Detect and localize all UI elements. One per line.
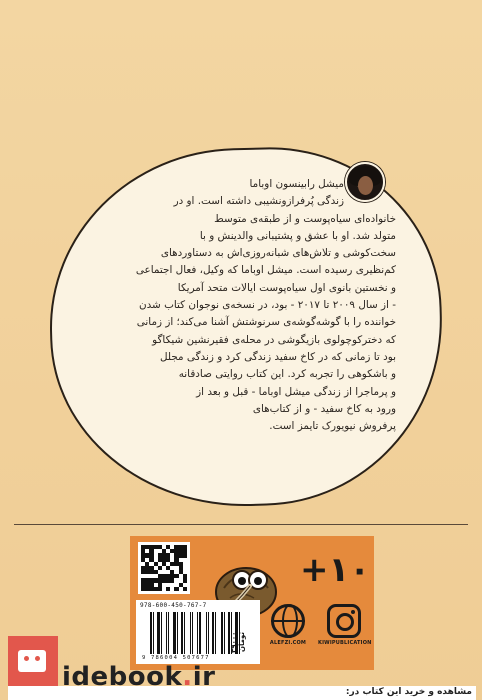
blurb-line: پرفروش نیویورک تایمز است.: [269, 420, 396, 433]
blurb-line: خانواده‌ای سیاه‌پوست و از طبقه‌ی متوسط: [214, 212, 396, 225]
barcode-digits: 9 786004 507677: [142, 655, 210, 661]
book-blurb: [84, 176, 396, 435]
blurb-line: متولد شد. او با عشق و پشتیبانی والدینش و با: [199, 229, 396, 242]
brand-dot: .: [182, 662, 193, 692]
website-label: ALEFZI.COM: [269, 640, 307, 646]
qr-grid: [141, 545, 187, 591]
divider-line: [26, 524, 456, 525]
blurb-line: میشل رابینسون اوباما: [249, 178, 344, 190]
instagram-link[interactable]: [318, 600, 370, 664]
blurb-line: سخت‌کوشی و تلاش‌های شبانه‌روزی‌اش به دستاوردهای: [160, 247, 396, 260]
logo-face: [18, 650, 46, 672]
blurb-line: بود تا زمانی که در کاخ سفید زندگی کرد و زندگی مجلل: [160, 350, 396, 363]
blurb-line: و پرماجرا از زندگی میشل اوباما - قبل و بعد از: [196, 385, 396, 398]
blurb-line: - از سال ۲۰۰۹ تا ۲۰۱۷ - بود، در نسخه‌ی نوجوان کتاب شدن: [138, 299, 396, 312]
blurb-line: کم‌نظیری رسیده است. میشل اوباما که وکیل، فعال اجتماعی: [135, 264, 396, 277]
divider-tick-right: [456, 524, 468, 525]
isbn-number: 978-600-450-767-7: [140, 602, 207, 609]
instagram-icon: [327, 604, 361, 638]
globe-icon: [271, 604, 305, 638]
blurb-line: ورود به کاخ سفید - و از کتاب‌های: [252, 402, 396, 415]
blurb-line: و باشکوهی را تجربه کرد. این کتاب روایتی صادقانه: [178, 368, 396, 381]
brand-tld: ir: [192, 662, 216, 692]
brand-main: idebook: [62, 662, 183, 692]
age-badge: +۱۰: [300, 544, 366, 596]
instagram-label: KIWIPUBLICATION: [318, 640, 372, 646]
blurb-line: که دخترکوچولوی بازیگوشی در محله‌ی فقیرنشین شیکاگو: [152, 333, 396, 346]
watermark-caption: مشاهده و خرید این کتاب در:: [345, 687, 472, 697]
price-label: ۳۹۰۰۰ تومان: [230, 631, 246, 653]
qr-code-icon[interactable]: [138, 542, 190, 594]
blurb-line: خواننده را با گوشه‌گوشه‌ی سرنوشتش آشنا می‌کند؛ از زمانی: [136, 316, 396, 329]
blurb-line: زندگی پُرفرازونشیبی داشته است. او در: [173, 195, 344, 208]
website-link[interactable]: [262, 600, 314, 664]
watermark-brand[interactable]: [62, 662, 215, 692]
divider-tick-left: [14, 524, 26, 525]
blurb-line: و نخستین بانوی اول سیاه‌پوست ایالات متحد آمریکا: [177, 281, 396, 294]
